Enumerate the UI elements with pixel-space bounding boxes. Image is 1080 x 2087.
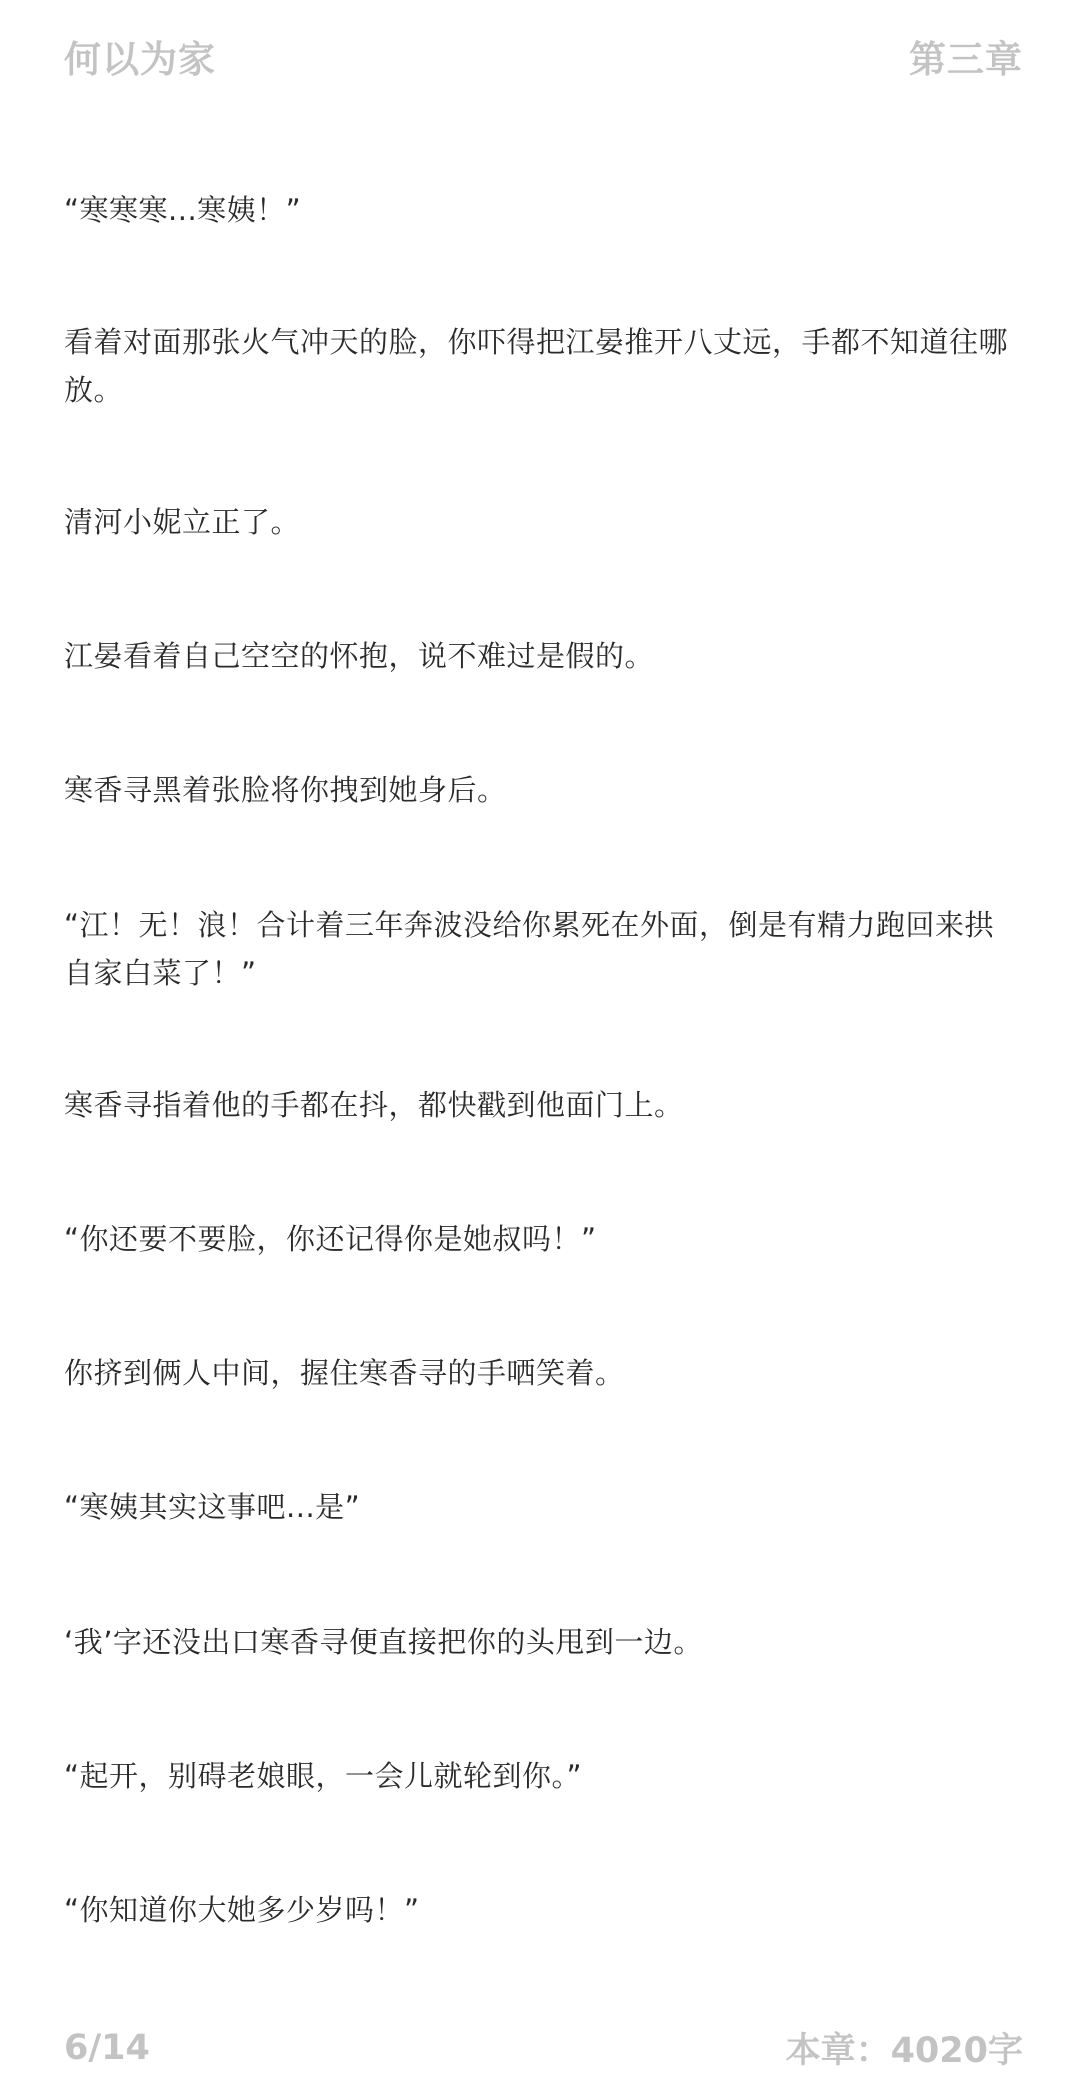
- reader-footer: [64, 2022, 1023, 2074]
- chapter-word-count: 本章：4020字: [785, 2031, 1023, 2071]
- chapter-title: 第三章: [909, 38, 1023, 81]
- paragraph: “江！无！浪！合计着三年奔波没给你累死在外面，倒是有精力跑回来拱自家白菜了！”: [64, 908, 995, 990]
- paragraph: “寒姨其实这事吧...是”: [64, 1490, 361, 1524]
- paragraph: “起开，别碍老娘眼，一会儿就轮到你。”: [64, 1759, 583, 1793]
- book-title: 何以为家: [64, 38, 216, 81]
- paragraph: 寒香寻黑着张脸将你拽到她身后。: [64, 773, 507, 807]
- paragraph: 寒香寻指着他的手都在抖，都快戳到他面门上。: [64, 1088, 684, 1122]
- paragraph: ‘我’字还没出口寒香寻便直接把你的头甩到一边。: [64, 1625, 703, 1659]
- paragraph: 看着对面那张火气冲天的脸，你吓得把江晏推开八丈远，手都不知道往哪放。: [64, 325, 1009, 407]
- chapter-text[interactable]: [64, 0, 1023, 2087]
- paragraph: 江晏看着自己空空的怀抱，说不难过是假的。: [64, 639, 655, 673]
- paragraph: “寒寒寒...寒姨！”: [64, 193, 302, 227]
- paragraph: “你还要不要脸，你还记得你是她叔吗！”: [64, 1222, 597, 1256]
- paragraph: 你挤到俩人中间，握住寒香寻的手哂笑着。: [64, 1356, 625, 1390]
- page-indicator: 6/14: [64, 2028, 150, 2068]
- paragraph: 清河小妮立正了。: [64, 505, 301, 539]
- paragraph: “你知道你大她多少岁吗！”: [64, 1893, 420, 1927]
